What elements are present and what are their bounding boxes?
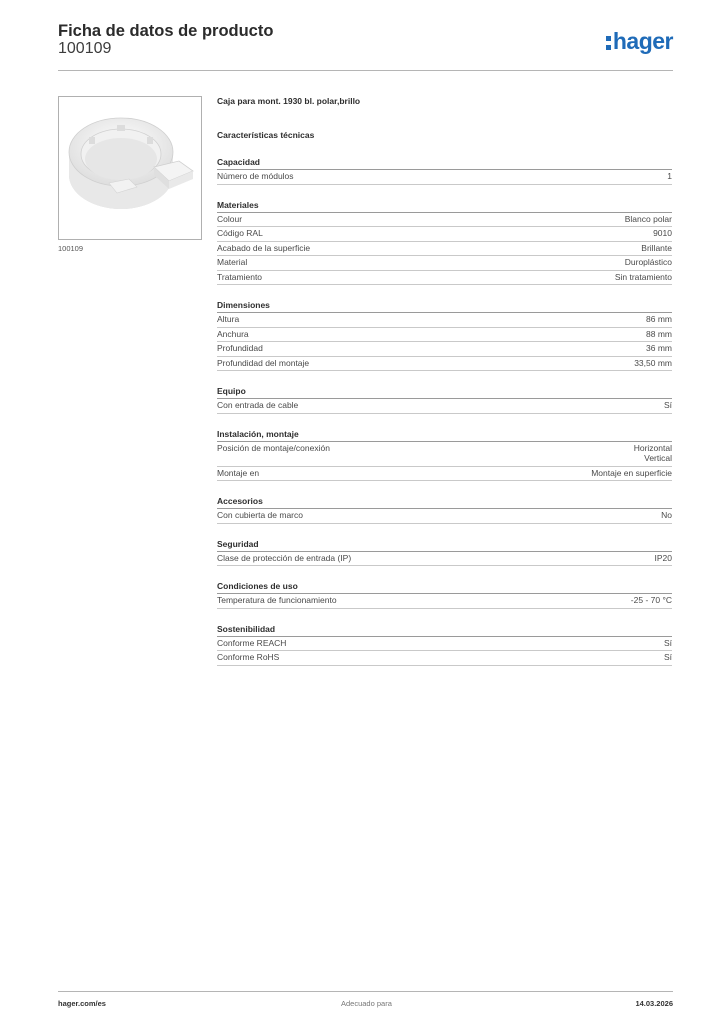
spec-row (217, 651, 672, 666)
section-sostenibilidad (217, 624, 672, 666)
document-title: Ficha de datos de producto (58, 22, 274, 40)
page-footer (58, 991, 673, 1012)
spec-label: Acabado de la superficie (217, 242, 311, 253)
spec-row (217, 227, 672, 242)
section-title: Condiciones de uso (217, 581, 672, 594)
section-title: Seguridad (217, 539, 672, 552)
section-capacidad (217, 157, 672, 185)
image-caption: 100109 (58, 244, 84, 253)
spec-value: 9010 (653, 228, 672, 238)
spec-label: Código RAL (217, 228, 263, 238)
spec-value: Blanco polar (624, 213, 672, 224)
spec-row (217, 170, 672, 185)
spec-label: Material (217, 257, 248, 267)
spec-label: Profundidad del montaje (217, 357, 310, 368)
spec-value: 1 (667, 171, 672, 181)
spec-value: Brillante (641, 242, 672, 253)
logo-text: hager (612, 28, 673, 54)
spec-label: Número de módulos (217, 171, 294, 181)
spec-row (217, 256, 672, 271)
spec-value: Sí (663, 400, 672, 410)
section-title: Equipo (217, 386, 672, 399)
spec-value: Sí (663, 652, 672, 662)
spec-label: Con cubierta de marco (217, 510, 303, 520)
section-seguridad (217, 539, 672, 567)
spec-row (217, 213, 672, 228)
product-description: Caja para mont. 1930 bl. polar,brillo (217, 96, 361, 106)
product-details (217, 96, 672, 666)
spec-value-line: Horizontal (633, 442, 672, 453)
spec-row (217, 399, 672, 414)
spec-row (217, 357, 672, 372)
junction-box-image (59, 97, 201, 239)
section-title: Instalación, montaje (217, 429, 672, 442)
technical-characteristics-title: Características técnicas (217, 130, 315, 140)
product-number: 100109 (58, 40, 112, 57)
section-title: Dimensiones (217, 300, 672, 313)
spec-value-line: Vertical (644, 453, 672, 463)
section-title: Sostenibilidad (217, 624, 672, 637)
spec-value: Duroplástico (624, 257, 672, 267)
spec-value: IP20 (654, 552, 672, 563)
spec-label: Con entrada de cable (217, 400, 299, 410)
spec-row (217, 271, 672, 286)
section-dimensiones (217, 300, 672, 371)
spec-value: Sin tratamiento (614, 271, 672, 282)
spec-value: 86 mm (646, 314, 672, 324)
section-accesorios (217, 496, 672, 524)
spec-value: 36 mm (646, 343, 672, 353)
spec-label: Colour (217, 213, 243, 224)
section-title: Capacidad (217, 157, 672, 170)
section-title: Accesorios (217, 496, 672, 509)
page-header (58, 20, 673, 71)
spec-label: Profundidad (217, 343, 263, 353)
spec-row (217, 637, 672, 652)
footer-website: hager.com/es (58, 999, 106, 1008)
spec-value (634, 443, 672, 464)
spec-label: Anchura (217, 328, 249, 339)
spec-row (217, 467, 672, 482)
spec-label: Clase de protección de entrada (IP) (217, 552, 352, 563)
spec-value: 33,50 mm (634, 357, 672, 368)
spec-row (217, 313, 672, 328)
spec-label: Altura (217, 314, 240, 324)
spec-row (217, 594, 672, 609)
spec-row (217, 242, 672, 257)
spec-label: Temperatura de funcionamiento (217, 595, 337, 605)
spec-row (217, 328, 672, 343)
spec-label: Conforme RoHS (217, 652, 280, 662)
section-condiciones-de-uso (217, 581, 672, 609)
spec-value: 88 mm (646, 328, 672, 339)
section-materiales (217, 200, 672, 286)
hager-logo (606, 28, 673, 55)
footer-date: 14.03.2026 (635, 999, 673, 1008)
section-instalacion-montaje (217, 429, 672, 482)
spec-row (217, 442, 672, 467)
spec-label: Tratamiento (217, 271, 263, 282)
spec-value: Sí (663, 637, 672, 648)
spec-row (217, 509, 672, 524)
logo-dots-icon (606, 36, 611, 50)
footer-suitable-for: Adecuado para (341, 999, 392, 1008)
spec-label: Posición de montaje/conexión (217, 442, 330, 453)
spec-label: Conforme REACH (217, 637, 287, 648)
spec-row (217, 552, 672, 567)
spec-value: No (661, 510, 672, 520)
spec-value: Montaje en superficie (591, 467, 672, 478)
product-image (58, 96, 202, 240)
section-equipo (217, 386, 672, 414)
spec-label: Montaje en (217, 467, 260, 478)
spec-value: -25 - 70 °C (630, 595, 672, 605)
section-title: Materiales (217, 200, 672, 213)
spec-row (217, 342, 672, 357)
